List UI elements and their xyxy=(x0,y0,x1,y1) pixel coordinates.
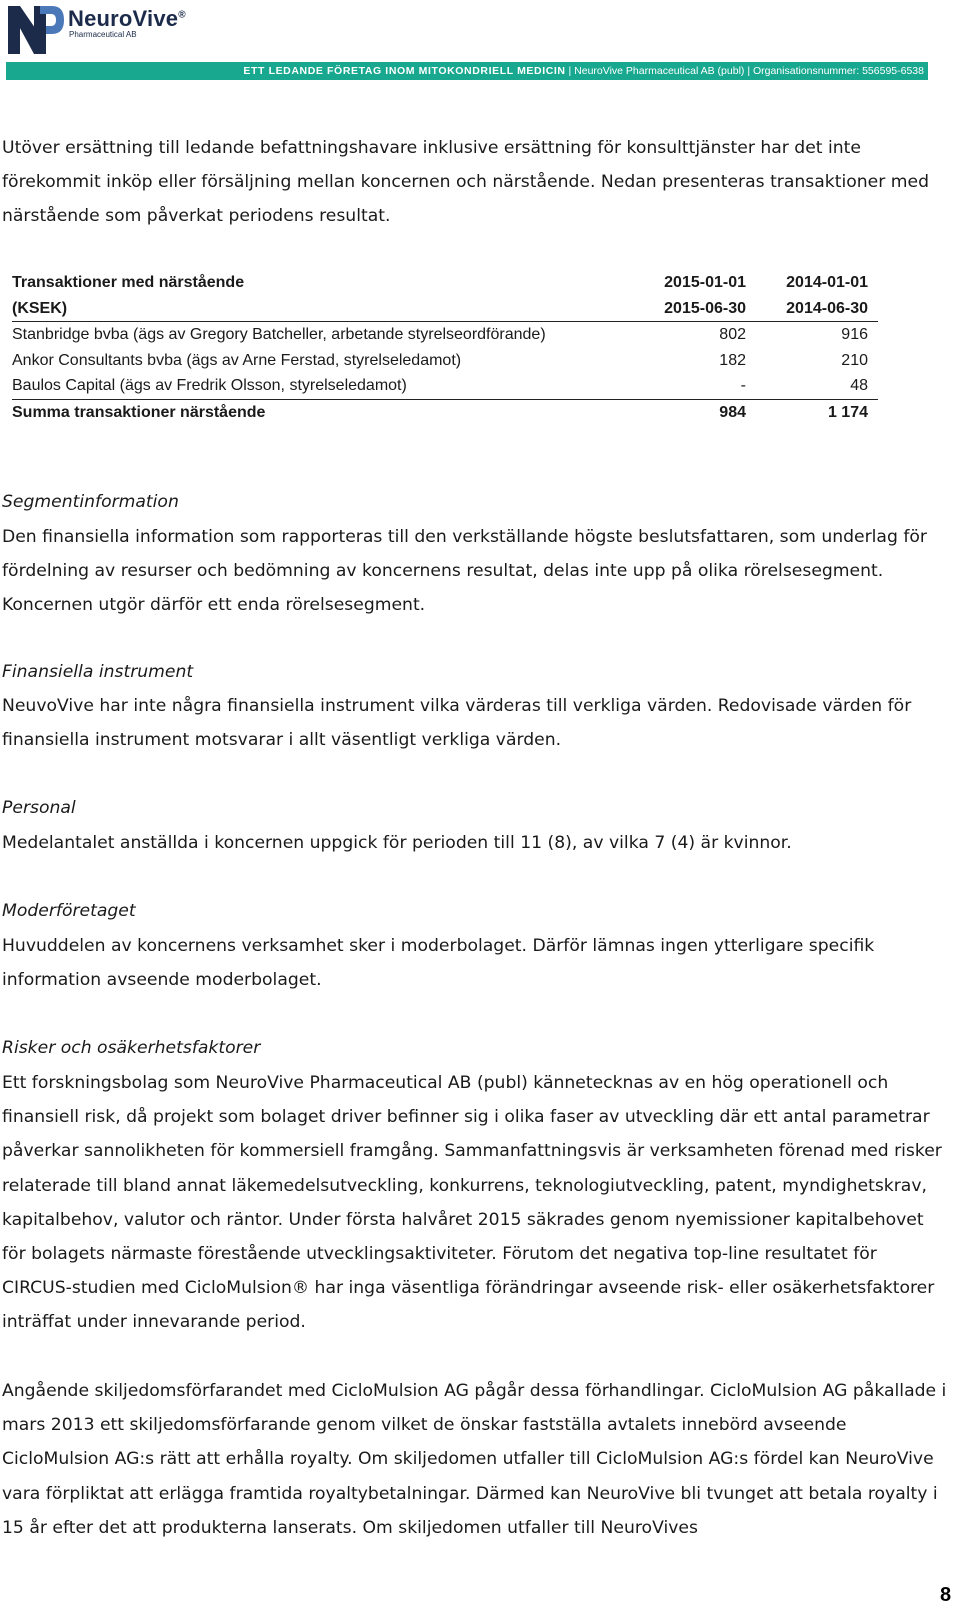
table-header-row: Transaktioner med närstående 2015-01-01 2014-01-01 xyxy=(12,274,868,291)
paragraph-personal: Medelantalet anställda i koncernen uppgick för perioden till 11 (8), av vilka 7 (4) är kvinnor. xyxy=(2,833,792,853)
heading-personal: Personal xyxy=(2,798,76,818)
header-banner: ETT LEDANDE FÖRETAG INOM MITOKONDRIELL MEDICIN | NeuroVive Pharmaceutical AB (publ) | Organisationsnummer: 556595-6538 xyxy=(6,62,928,80)
heading-segment: Segmentinformation xyxy=(2,492,179,512)
table-row: Stanbridge bvba (ägs av Gregory Batcheller, arbetande styrelseordförande) 802 916 xyxy=(12,326,868,344)
logo-name: NeuroVive® xyxy=(68,6,186,31)
table-row: Ankor Consultants bvba (ägs av Arne Ferstad, styrelseledamot) 182 210 xyxy=(12,351,868,369)
table-total-row: Summa transaktioner närstående 984 1 174 xyxy=(12,403,868,421)
banner-company: NeuroVive Pharmaceutical AB (publ) xyxy=(574,65,745,77)
table-row: Baulos Capital (ägs av Fredrik Olsson, styrelseledamot) - 48 xyxy=(12,373,878,400)
related-party-table xyxy=(12,270,878,426)
banner-orgnr: Organisationsnummer: 556595-6538 xyxy=(752,65,924,77)
paragraph-parent: Huvuddelen av koncernens verksamhet sker i moderbolaget. Därför lämnas ingen ytterligare specifik information avseende moderbolaget. xyxy=(2,936,875,991)
page-header xyxy=(0,0,960,82)
heading-parent: Moderföretaget xyxy=(2,901,136,921)
heading-risks: Risker och osäkerhetsfaktorer xyxy=(2,1038,261,1058)
intro-paragraph: Utöver ersättning till ledande befattningshavare inklusive ersättning för konsulttjänster har det inte förekommit inköp eller försäljning mellan koncernen och närstående. Nedan presenteras transaktioner med närstående som påverkat periodens resultat. xyxy=(2,138,929,227)
banner-tagline: ETT LEDANDE FÖRETAG INOM MITOKONDRIELL MEDICIN xyxy=(243,65,566,77)
neurovive-logo-icon xyxy=(6,4,64,56)
page-number: 8 xyxy=(940,1584,952,1606)
paragraph-risks: Ett forskningsbolag som NeuroVive Pharmaceutical AB (publ) kännetecknas av en hög operationell och finansiell risk, då projekt som bolaget driver befinner sig i olika faser av utveckling där ett antal parametrar påverkar sannolikheten för kommersiell framgång. Sammanfattningsvis är verksamheten förenad med risker relaterade till bland annat läkemedelsutveckling, konkurrens, teknologiutveckling, patent, myndighetskrav, kapitalbehov, valutor och räntor. Under första halvåret 2015 säkrades genom nyemissioner kapitalbehovet för bolagets närmaste förestående utvecklingsaktiviteter. Förutom det negativa top-line resultatet för CIRCUS-studien med CicloMulsion® har inga väsentliga förändringar avseende risk- eller osäkerhetsfaktorer inträffat under innevarande period. xyxy=(2,1073,942,1333)
table-header-row: (KSEK) 2015-06-30 2014-06-30 xyxy=(12,296,878,323)
heading-instrument: Finansiella instrument xyxy=(2,662,194,682)
paragraph-instrument: NeuvoVive har inte några finansiella instrument vilka värderas till verkliga värden. Redovisade värden för finansiella instrument motsvarar i allt väsentligt verkliga värden. xyxy=(2,696,912,751)
logo-subtitle: Pharmaceutical AB xyxy=(69,30,137,39)
paragraph-segment: Den finansiella information som rapporteras till den verkställande högste beslutsfattaren, som underlag för fördelning av resurser och bedömning av koncernens resultat, delas inte upp på olika rörelsesegment. Koncernen utgör därför ett enda rörelsesegment. xyxy=(2,527,927,616)
paragraph-risks-arbitration: Angående skiljedomsförfarandet med CicloMulsion AG pågår dessa förhandlingar. CicloMulsion AG påkallade i mars 2013 ett skiljedomsförfarande genom vilket de önskar fastställa avtalets innebörd avseende CicloMulsion AG:s rätt att erhålla royalty. Om skiljedomen utfaller till CicloMulsion AG:s fördel kan NeuroVive vara förpliktat att erlägga framtida royaltybetalningar. Därmed kan NeuroVive bli tvunget att betala royalty i 15 år efter det att produkterna lanserats. Om skiljedomen utfaller till NeuroVives xyxy=(2,1381,947,1538)
